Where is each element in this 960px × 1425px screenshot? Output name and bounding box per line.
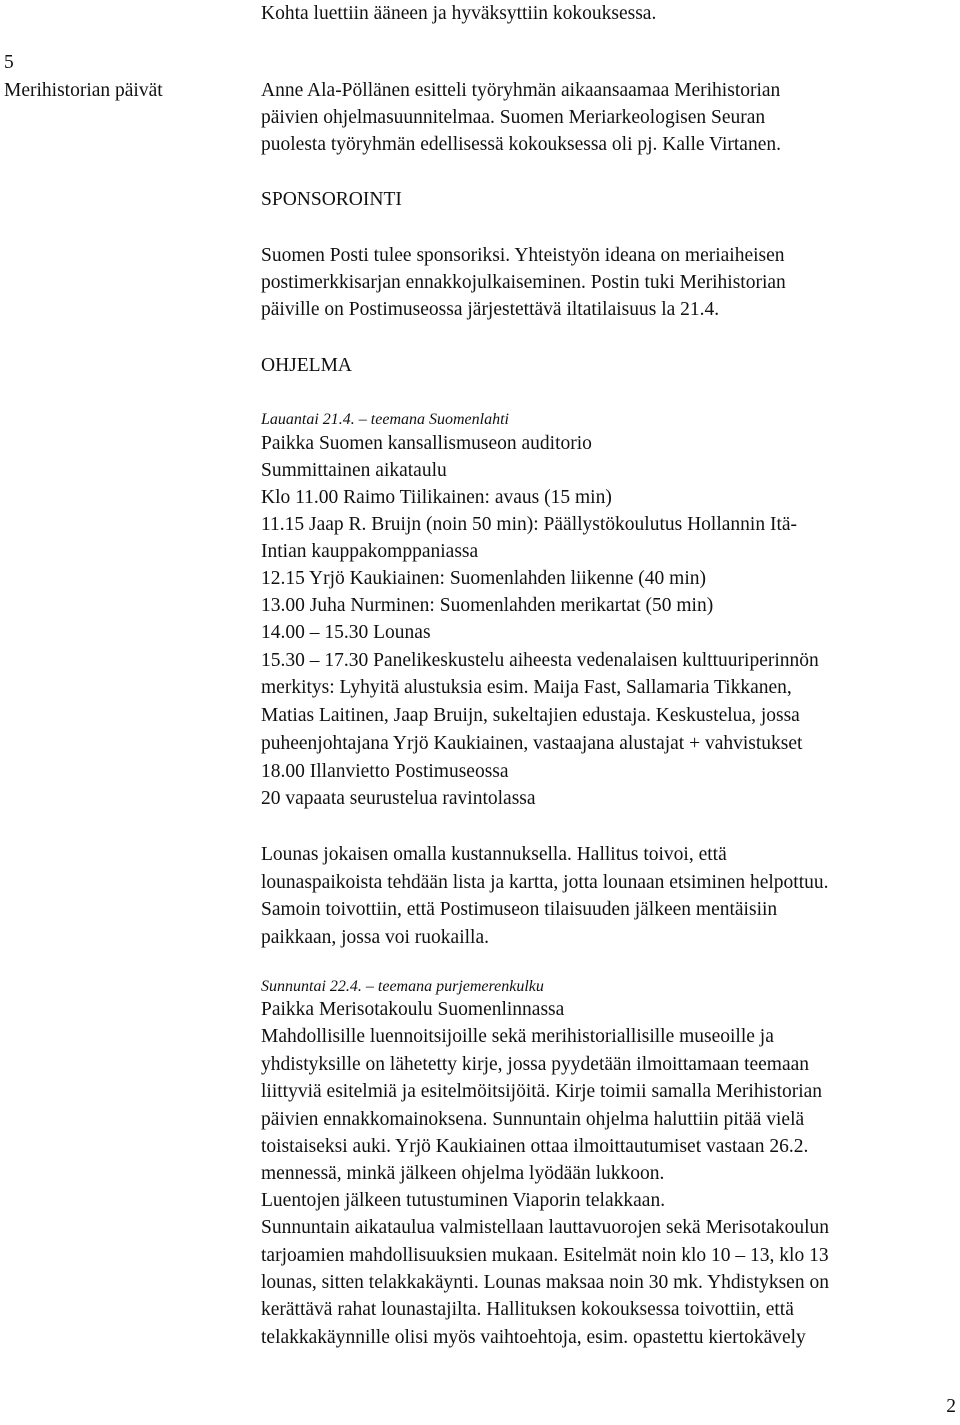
paragraph-line: Lounas jokaisen omalla kustannuksella. Hallitus toivoi, että bbox=[261, 844, 727, 865]
sunday-line: liittyviä esitelmiä ja esitelmöitsijöitä. Kirje toimii samalla Merihistorian bbox=[261, 1081, 823, 1102]
page-number: 2 bbox=[946, 1396, 956, 1417]
paragraph-line: Samoin toivottiin, että Postimuseon tilaisuuden jälkeen mentäisiin bbox=[261, 899, 778, 920]
schedule-line: 12.15 Yrjö Kaukiainen: Suomenlahden liikenne (40 min) bbox=[261, 568, 706, 589]
schedule-line: merkitys: Lyhyitä alustuksia esim. Maija Fast, Sallamaria Tikkanen, bbox=[261, 677, 792, 698]
paragraph-line: postimerkkisarjan ennakkojulkaiseminen. Postin tuki Merihistorian bbox=[261, 272, 786, 293]
schedule-line: 18.00 Illanvietto Postimuseossa bbox=[261, 761, 509, 782]
sunday-line: Paikka Merisotakoulu Suomenlinnassa bbox=[261, 999, 565, 1020]
schedule-line: Intian kauppakomppaniassa bbox=[261, 541, 479, 562]
schedule-line: 14.00 – 15.30 Lounas bbox=[261, 622, 431, 643]
sunday-line: päivien ennakkomainoksena. Sunnuntain ohjelma haluttiin pitää vielä bbox=[261, 1109, 805, 1130]
paragraph-line: Suomen Posti tulee sponsoriksi. Yhteistyön ideana on meriaiheisen bbox=[261, 245, 785, 266]
schedule-line: 15.30 – 17.30 Panelikeskustelu aiheesta vedenalaisen kulttuuriperinnön bbox=[261, 650, 819, 671]
schedule-line: 13.00 Juha Nurminen: Suomenlahden merikartat (50 min) bbox=[261, 595, 714, 616]
sunday-line: Luentojen jälkeen tutustuminen Viaporin telakkaan. bbox=[261, 1190, 666, 1211]
program-heading: OHJELMA bbox=[261, 355, 352, 376]
sunday-line: kerättävä rahat lounastajilta. Hallituksen kokouksessa toivottiin, että bbox=[261, 1299, 794, 1320]
paragraph-line: paikkaan, jossa voi ruokailla. bbox=[261, 927, 489, 948]
paragraph-line: päivien ohjelmasuunnitelmaa. Suomen Meriarkeologisen Seuran bbox=[261, 107, 766, 128]
paragraph-line: päiville on Postimuseossa järjestettävä iltatilaisuus la 21.4. bbox=[261, 299, 720, 320]
sponsor-heading: SPONSOROINTI bbox=[261, 189, 402, 210]
section-number: 5 bbox=[4, 52, 14, 73]
schedule-line: Summittainen aikataulu bbox=[261, 460, 447, 481]
sunday-line: Mahdollisille luennoitsijoille sekä merihistoriallisille museoille ja bbox=[261, 1026, 774, 1047]
sunday-line: toistaiseksi auki. Yrjö Kaukiainen ottaa ilmoittautumiset vastaan 26.2. bbox=[261, 1136, 809, 1157]
sunday-line: lounas, sitten telakkakäynti. Lounas maksaa noin 30 mk. Yhdistyksen on bbox=[261, 1272, 829, 1293]
sunday-heading: Sunnuntai 22.4. – teemana purjemerenkulku bbox=[261, 978, 544, 995]
schedule-line: Matias Laitinen, Jaap Bruijn, sukeltajien edustaja. Keskustelua, jossa bbox=[261, 705, 800, 726]
sunday-line: mennessä, minkä jälkeen ohjelma lyödään lukkoon. bbox=[261, 1163, 665, 1184]
section-title: Merihistorian päivät bbox=[4, 80, 163, 101]
sunday-line: tarjoamien mahdollisuuksien mukaan. Esitelmät noin klo 10 – 13, klo 13 bbox=[261, 1245, 829, 1266]
sunday-line: Sunnuntain aikataulua valmistellaan lauttavuorojen sekä Merisotakoulun bbox=[261, 1217, 830, 1238]
paragraph-line: Anne Ala-Pöllänen esitteli työryhmän aikaansaamaa Merihistorian bbox=[261, 80, 781, 101]
schedule-line: 20 vapaata seurustelua ravintolassa bbox=[261, 788, 536, 809]
sunday-line: telakkakäynnille olisi myös vaihtoehtoja, esim. opastettu kiertokävely bbox=[261, 1327, 806, 1348]
schedule-line: Paikka Suomen kansallismuseon auditorio bbox=[261, 433, 592, 454]
schedule-line: Klo 11.00 Raimo Tiilikainen: avaus (15 min) bbox=[261, 487, 612, 508]
schedule-line: 11.15 Jaap R. Bruijn (noin 50 min): Päällystökoulutus Hollannin Itä- bbox=[261, 514, 798, 535]
paragraph-line: lounaspaikoista tehdään lista ja kartta, jotta lounaan etsiminen helpottuu. bbox=[261, 872, 829, 893]
intro-text: Kohta luettiin ääneen ja hyväksyttiin kokouksessa. bbox=[261, 3, 657, 24]
paragraph-line: puolesta työryhmän edellisessä kokouksessa oli pj. Kalle Virtanen. bbox=[261, 134, 781, 155]
saturday-heading: Lauantai 21.4. – teemana Suomenlahti bbox=[261, 411, 509, 428]
schedule-line: puheenjohtajana Yrjö Kaukiainen, vastaajana alustajat + vahvistukset bbox=[261, 733, 803, 754]
sunday-line: yhdistyksille on lähetetty kirje, jossa pyydetään ilmoittamaan teemaan bbox=[261, 1054, 810, 1075]
